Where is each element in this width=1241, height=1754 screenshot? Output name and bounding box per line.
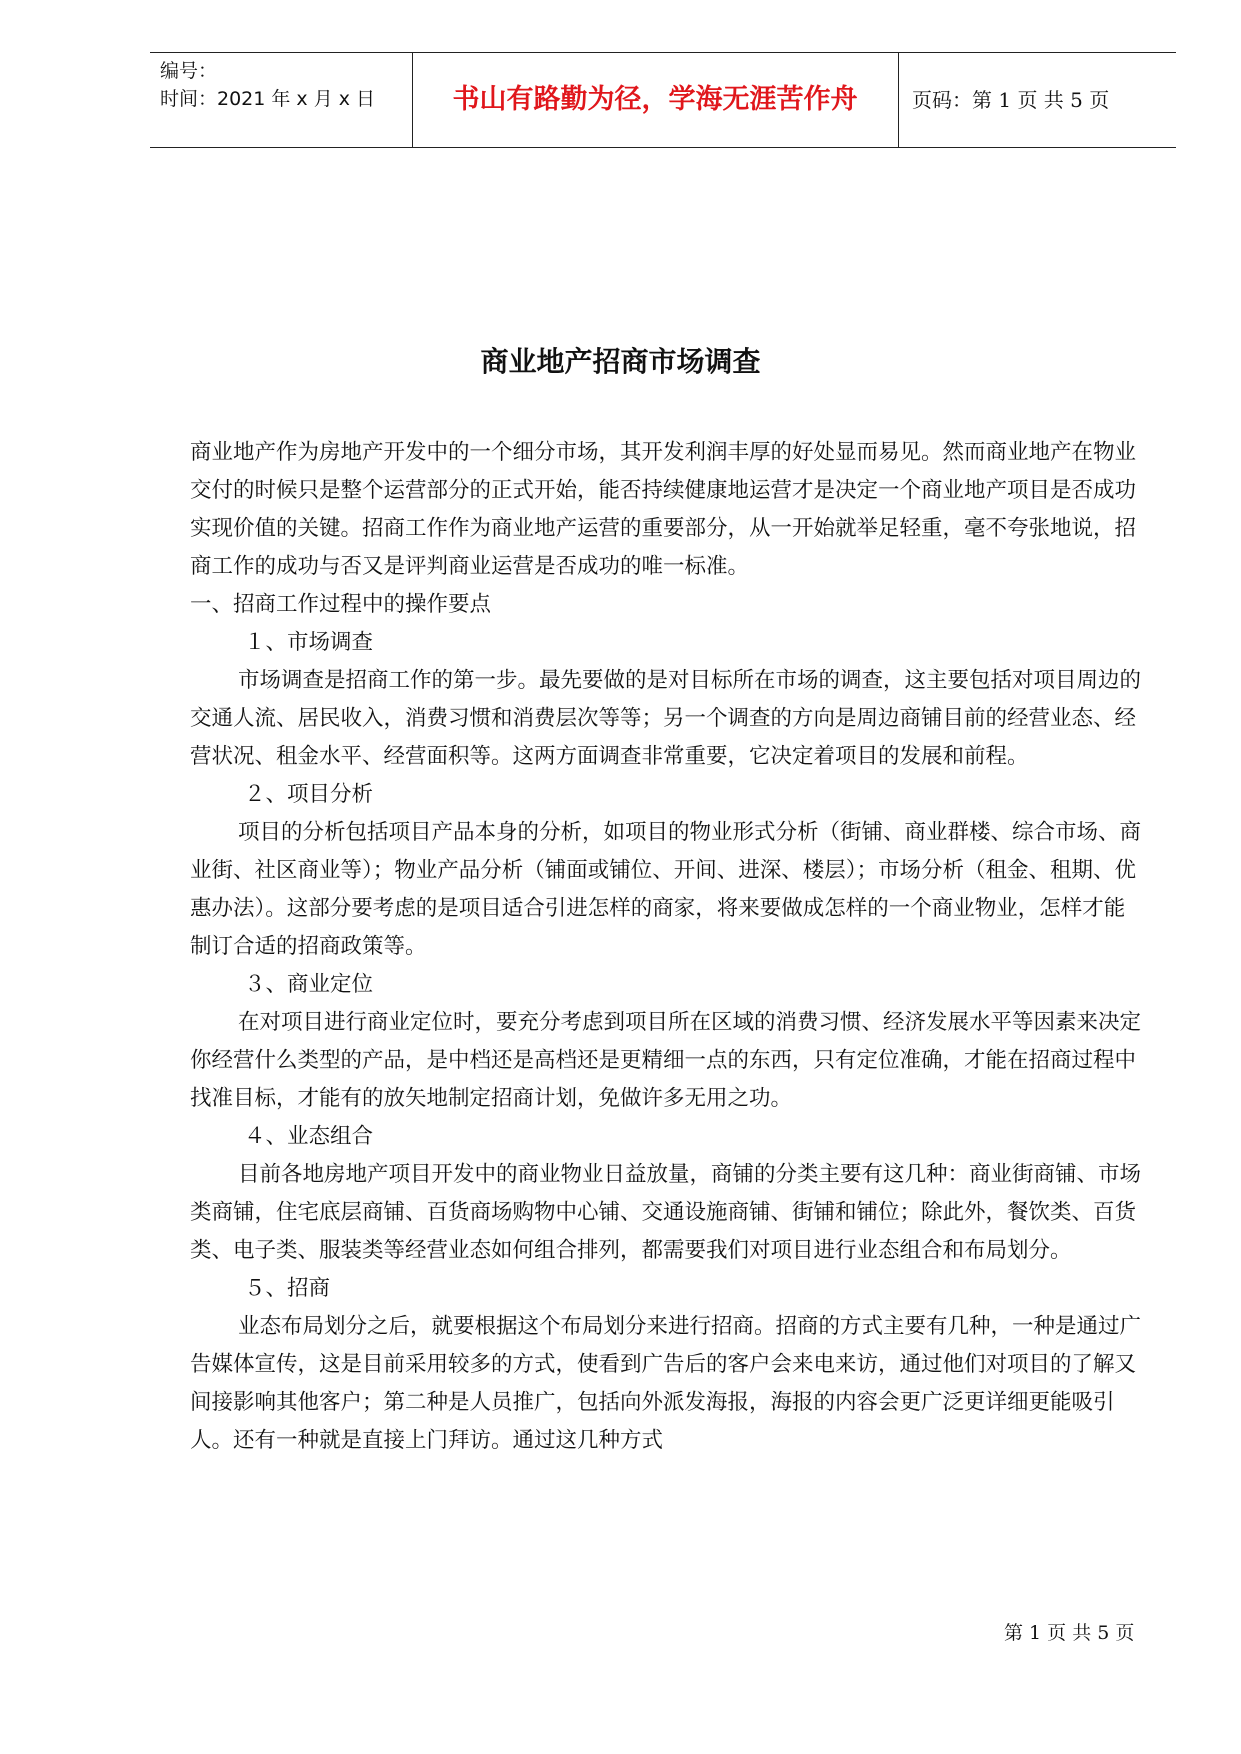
item-heading-market-survey: １、市场调查 — [244, 630, 374, 655]
intro-paragraph: 商业地产作为房地产开发中的一个细分市场，其开发利润丰厚的好处显而易见。然而商业地产在物业交付的时候只是整个运营部分的正式开始，能否持续健康地运营才是决定一个商业地产项目是否成功实现价值的关键。招商工作作为商业地产运营的重要部分，从一开始就举足轻重，毫不夸张地说，招商工作的成功与否又是评判商业运营是否成功的唯一标准。 — [190, 440, 1137, 579]
header-divider-right — [898, 53, 899, 147]
item-heading-positioning: ３、商业定位 — [244, 972, 374, 997]
header-time-label: 时间：2021 年 x 月 x 日 — [160, 88, 376, 110]
paragraph-leasing: 业态布局划分之后，就要根据这个布局划分来进行招商。招商的方式主要有几种，一种是通过广告媒体宣传，这是目前采用较多的方式，使看到广告后的客户会来电来访，通过他们对项目的了解又间接影响其他客户；第二种是人员推广，包括向外派发海报，海报的内容会更广泛更详细更能吸引人。还有一种就是直接上门拜访。通过这几种方式 — [190, 1314, 1142, 1453]
header-page-info: 页码：第 1 页 共 5 页 — [912, 88, 1110, 112]
item-heading-business-mix: ４、业态组合 — [244, 1124, 374, 1149]
paragraph-business-mix: 目前各地房地产项目开发中的商业物业日益放量，商铺的分类主要有这几种：商业街商铺、市场类商铺，住宅底层商铺、百货商场购物中心铺、交通设施商铺、街铺和铺位；除此外，餐饮类、百货类、电子类、服装类等经营业态如何组合排列，都需要我们对项目进行业态组合和布局划分。 — [190, 1162, 1142, 1263]
header-number-label: 编号： — [160, 60, 218, 82]
item-heading-leasing: ５、招商 — [244, 1276, 331, 1301]
header-motto: 书山有路勤为径，学海无涯苦作舟 — [452, 84, 858, 115]
paragraph-positioning: 在对项目进行商业定位时，要充分考虑到项目所在区域的消费习惯、经济发展水平等因素来决定你经营什么类型的产品，是中档还是高档还是更精细一点的东西，只有定位准确，才能在招商过程中找准目标，才能有的放矢地制定招商计划，免做许多无用之功。 — [190, 1010, 1142, 1111]
item-heading-project-analysis: ２、项目分析 — [244, 782, 374, 807]
document-body — [190, 434, 1146, 1460]
section-heading: 一、招商工作过程中的操作要点 — [190, 592, 492, 617]
header-meta — [160, 57, 375, 113]
paragraph-project-analysis: 项目的分析包括项目产品本身的分析，如项目的物业形式分析（街铺、商业群楼、综合市场、商业街、社区商业等）；物业产品分析（铺面或铺位、开间、进深、楼层）；市场分析（租金、租期、优惠办法）。这部分要考虑的是项目适合引进怎样的商家，将来要做成怎样的一个商业物业，怎样才能制订合适的招商政策等。 — [190, 820, 1142, 959]
paragraph-market-survey: 市场调查是招商工作的第一步。最先要做的是对目标所在市场的调查，这主要包括对项目周边的交通人流、居民收入，消费习惯和消费层次等等；另一个调查的方向是周边商铺目前的经营业态、经营状况、租金水平、经营面积等。这两方面调查非常重要，它决定着项目的发展和前程。 — [190, 668, 1142, 769]
document-title: 商业地产招商市场调查 — [480, 345, 761, 378]
page-header — [150, 52, 1176, 148]
footer-page-number: 第 1 页 共 5 页 — [1004, 1622, 1135, 1644]
